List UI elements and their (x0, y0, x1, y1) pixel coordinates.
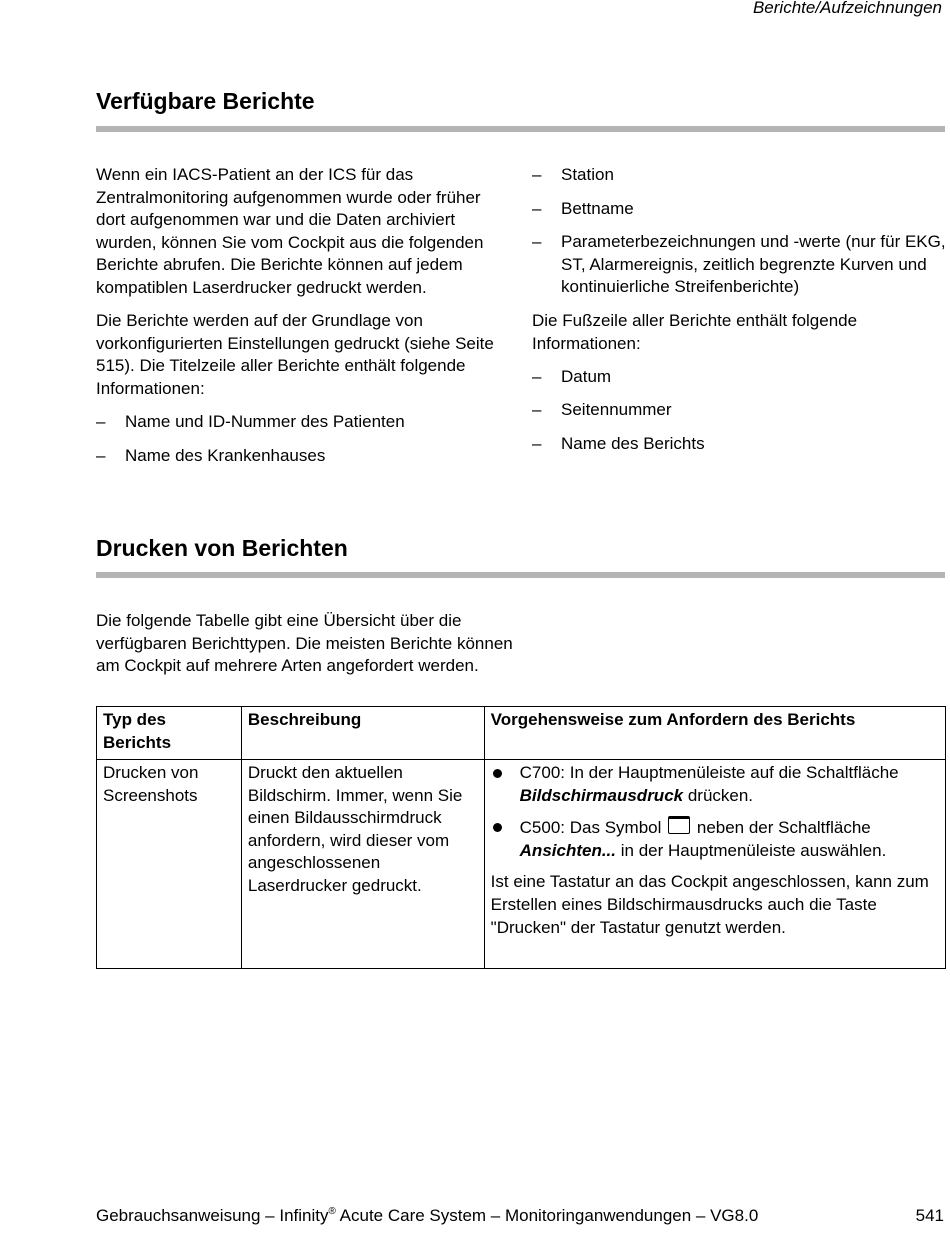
bullet-icon (493, 769, 502, 778)
list-item: C700: In der Hauptmenüleiste auf die Schaltfläche Bildschirmausdruck drücken. (491, 762, 939, 807)
footer-info-list (532, 366, 946, 456)
list-item: – Name des Berichts (532, 433, 705, 453)
page-footer (96, 1206, 944, 1226)
procedure-list (491, 762, 939, 862)
column-header-description: Beschreibung (241, 707, 484, 760)
table-header-row (97, 707, 946, 760)
footer-text: Gebrauchsanweisung – Infinity® Acute Care System – Monitoringanwendungen – VG8.0 (96, 1206, 759, 1225)
list-item: – Bettname (532, 198, 634, 218)
running-header: Berichte/Aufzeichnungen (752, 0, 942, 17)
left-column (96, 164, 514, 478)
list-item: – Datum (532, 366, 612, 386)
config-paragraph: Die Berichte werden auf der Grundlage von vorkonfigurierten Einstellungen gedruckt (siehe Seite 515). Die Titelzeile aller Berichte enthält folgende Informationen: (96, 311, 494, 398)
column-header-type: Typ des Berichts (97, 707, 242, 760)
list-item: – Seitennummer (532, 400, 672, 420)
button-name-screen-print: Bildschirmausdruck (519, 785, 684, 805)
footer-info-paragraph: Die Fußzeile aller Berichte enthält folgende Informationen: (532, 310, 858, 353)
list-item: – Parameterbezeichnungen und -werte (nur für EKG, ST, Alarmereignis, zeitlich begrenzte Kurven und kontinuierliche Streifenberichte) (532, 232, 946, 297)
section-rule (96, 126, 945, 132)
list-item: – Name und ID-Nummer des Patienten (96, 411, 405, 431)
report-types-table (96, 706, 946, 969)
table-intro-paragraph: Die folgende Tabelle gibt eine Übersicht über die verfügbaren Berichttypen. Die meisten Berichte können am Cockpit auf mehrere Arten angefordert werden. (96, 611, 513, 676)
section-title-available-reports: Verfügbare Berichte (96, 88, 315, 114)
list-item: – Station (532, 165, 614, 184)
report-description-cell: Druckt den aktuellen Bildschirm. Immer, wenn Sie einen Bildausschirmdruck anfordern, wird dieser vom angeschlossenen Laserdrucker gedruckt. (241, 760, 484, 969)
header-info-list-continued (532, 164, 946, 299)
column-header-procedure: Vorgehensweise zum Anfordern des Berichts (484, 707, 945, 760)
page-number: 541 (915, 1206, 944, 1225)
report-procedure-cell (484, 760, 945, 969)
keyboard-note: Ist eine Tastatur an das Cockpit angeschlossen, kann zum Erstellen eines Bildschirmausdrucks auch die Taste "Drucken" der Tastatur genutzt werden. (490, 872, 929, 937)
list-item: C500: Das Symbol neben der Schaltfläche Ansichten... in der Hauptmenüleiste auswählen. (491, 816, 939, 862)
header-info-list (96, 411, 514, 467)
list-item: – Name des Krankenhauses (96, 445, 326, 465)
table-row (97, 760, 946, 969)
bullet-icon (493, 823, 502, 832)
section-title-print-reports: Drucken von Berichten (96, 535, 348, 561)
report-type-cell: Drucken von Screenshots (97, 760, 242, 969)
button-name-views: Ansichten... (519, 840, 617, 860)
screen-print-icon (668, 816, 690, 834)
intro-paragraph: Wenn ein IACS-Patient an der ICS für das Zentralmonitoring aufgenommen wurde oder früher dort aufgenommen war und die Daten archiviert wurden, können Sie vom Cockpit aus die folgenden Berichte abrufen. Die Berichte können auf jedem kompatiblen Laserdrucker gedruckt werden. (96, 165, 484, 297)
section-rule (96, 572, 945, 578)
right-column (532, 164, 946, 466)
